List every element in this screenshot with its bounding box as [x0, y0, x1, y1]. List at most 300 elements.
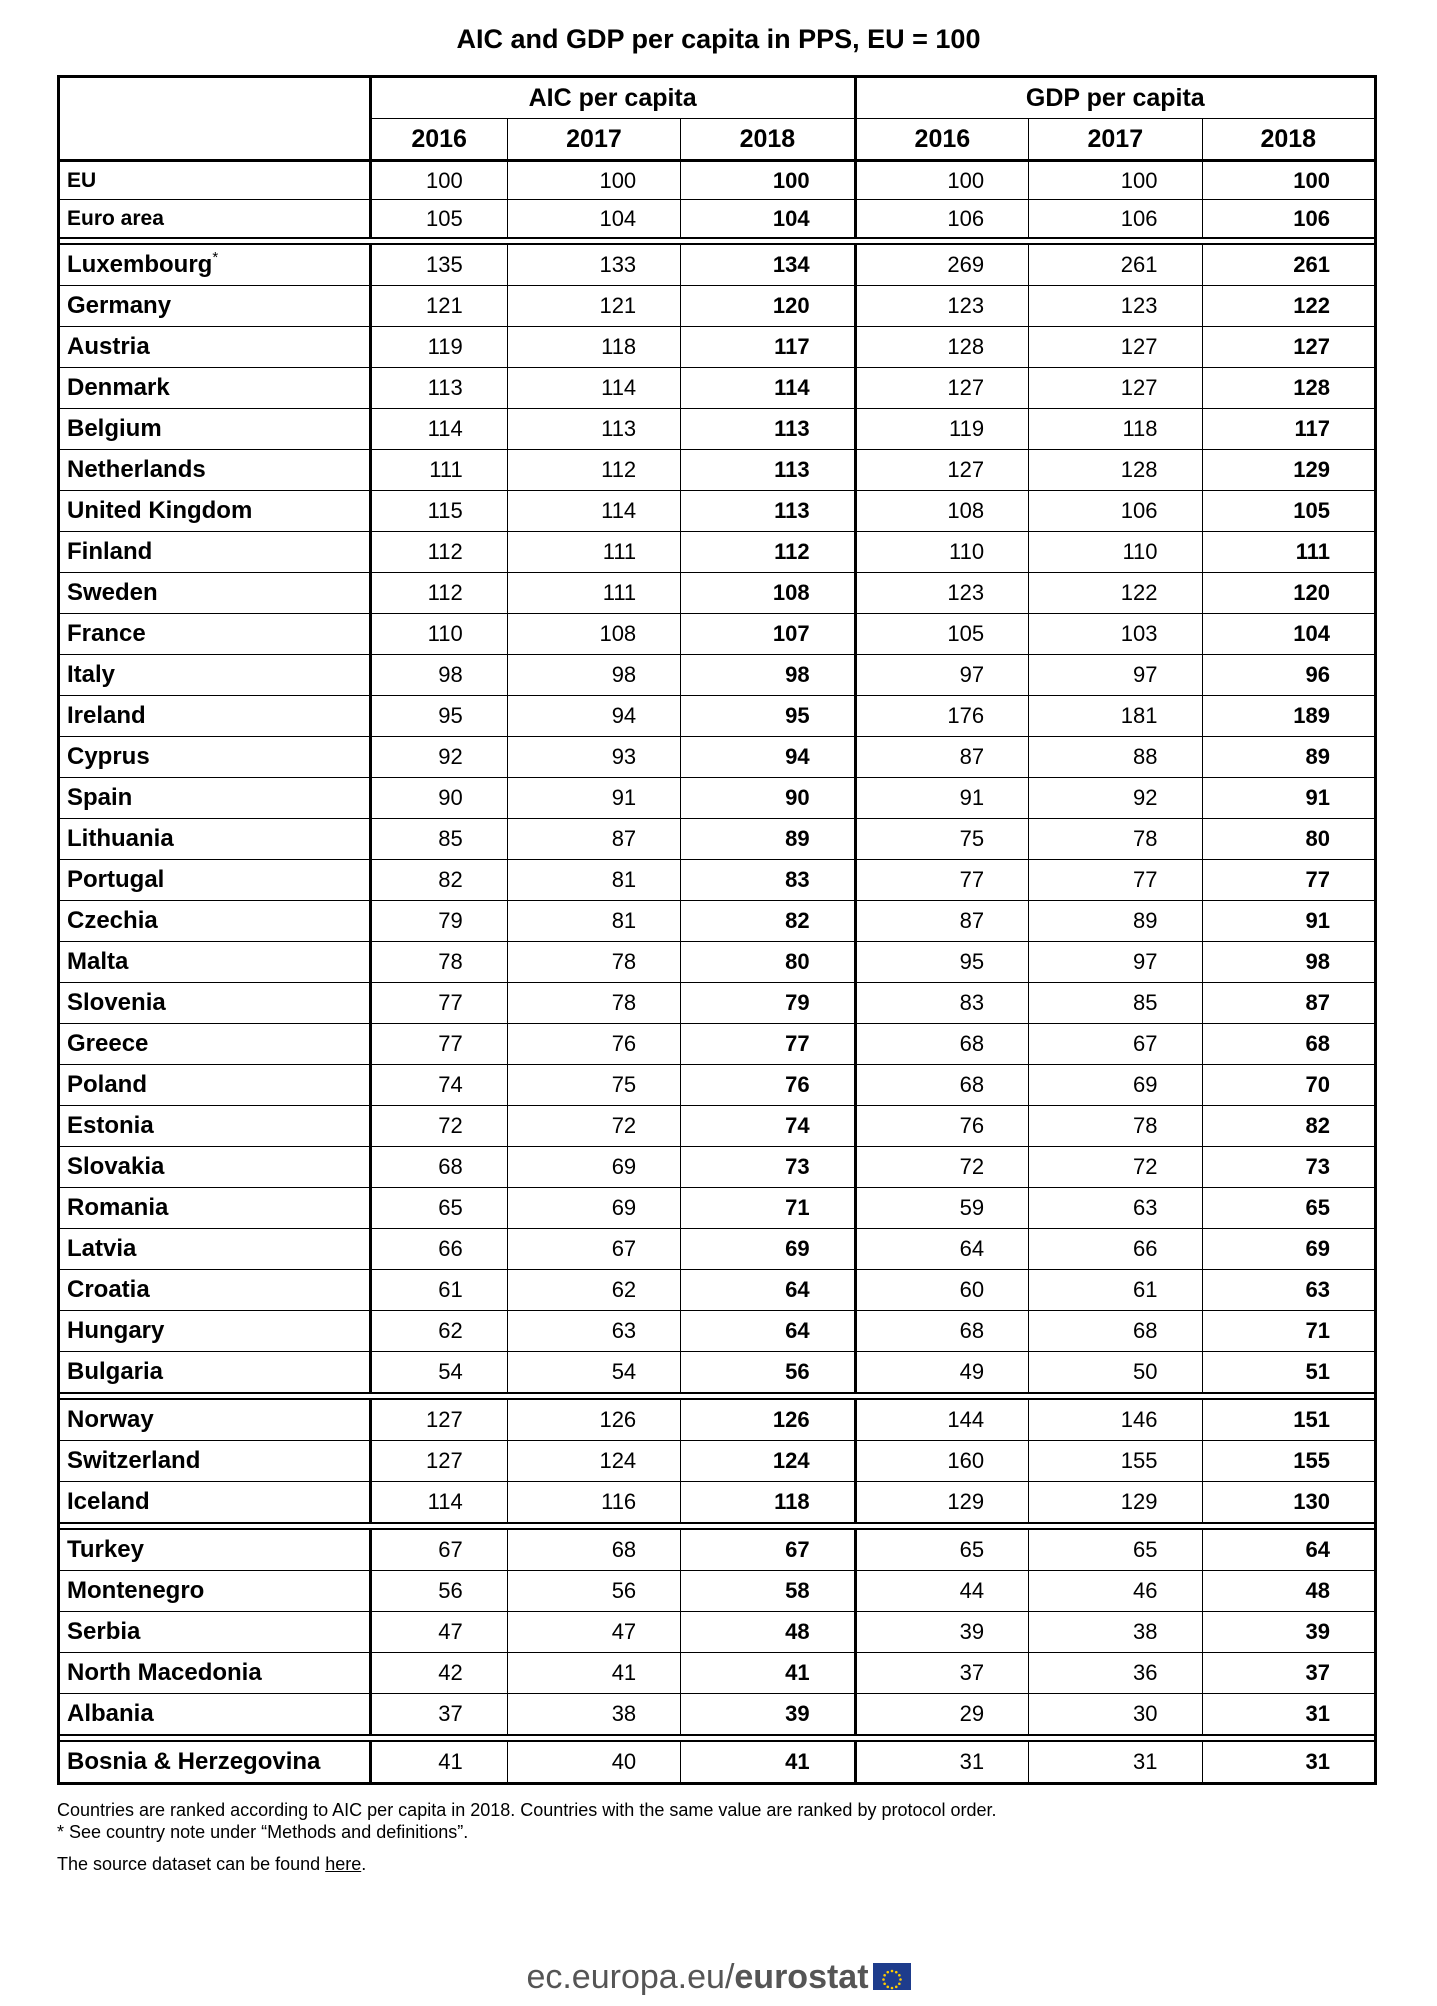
gdp-value-2016: 95: [855, 942, 1028, 983]
aic-value-2018: 124: [681, 1441, 855, 1482]
gdp-value-2016: 127: [855, 368, 1028, 409]
ranking-note: Countries are ranked according to AIC per capita in 2018. Countries with the same value are ranked by protocol order.: [57, 1800, 997, 1820]
header-aic-2017: 2017: [507, 119, 680, 161]
gdp-value-2016: 269: [855, 244, 1028, 286]
eu-flag-star: [890, 1969, 893, 1972]
gdp-value-2017: 66: [1029, 1229, 1202, 1270]
country-name: Portugal: [67, 866, 165, 893]
aic-value-2018: 126: [681, 1399, 855, 1441]
country-name: Serbia: [67, 1618, 141, 1645]
gdp-value-2016: 44: [855, 1571, 1028, 1612]
country-name: Bosnia & Herzegovina: [67, 1748, 321, 1775]
aic-value-2017: 116: [507, 1482, 680, 1524]
aic-value-2017: 38: [507, 1694, 680, 1736]
gdp-value-2018: 48: [1202, 1571, 1375, 1612]
row-label: [59, 1694, 371, 1736]
table-row: [59, 1065, 1376, 1106]
aic-value-2018: 69: [681, 1229, 855, 1270]
row-label: [59, 327, 371, 368]
country-name: Austria: [67, 333, 150, 360]
table-row: [59, 409, 1376, 450]
row-label: [59, 368, 371, 409]
row-label: [59, 1106, 371, 1147]
gdp-value-2018: 104: [1202, 614, 1375, 655]
aic-value-2018: 117: [681, 327, 855, 368]
country-name: France: [67, 620, 146, 647]
row-label: [59, 1352, 371, 1394]
gdp-value-2018: 120: [1202, 573, 1375, 614]
aic-value-2018: 64: [681, 1270, 855, 1311]
aic-value-2018: 80: [681, 942, 855, 983]
aic-value-2017: 69: [507, 1147, 680, 1188]
footer-logo[interactable]: [0, 1958, 1437, 1997]
aic-value-2016: 61: [370, 1270, 507, 1311]
table-row: [59, 737, 1376, 778]
country-name: Croatia: [67, 1276, 150, 1303]
aic-value-2018: 118: [681, 1482, 855, 1524]
gdp-value-2018: 68: [1202, 1024, 1375, 1065]
gdp-value-2016: 106: [855, 200, 1028, 239]
aic-value-2017: 98: [507, 655, 680, 696]
country-name: Norway: [67, 1406, 154, 1433]
aic-value-2017: 118: [507, 327, 680, 368]
gdp-value-2017: 89: [1029, 901, 1202, 942]
gdp-value-2016: 108: [855, 491, 1028, 532]
gdp-value-2017: 155: [1029, 1441, 1202, 1482]
aic-value-2017: 72: [507, 1106, 680, 1147]
aic-value-2016: 119: [370, 327, 507, 368]
gdp-value-2017: 123: [1029, 286, 1202, 327]
aic-value-2018: 83: [681, 860, 855, 901]
row-label: [59, 614, 371, 655]
country-name: Lithuania: [67, 825, 174, 852]
row-label: [59, 1024, 371, 1065]
gdp-value-2018: 96: [1202, 655, 1375, 696]
gdp-value-2017: 31: [1029, 1741, 1202, 1784]
gdp-value-2016: 68: [855, 1311, 1028, 1352]
row-label: [59, 1741, 371, 1784]
gdp-value-2017: 78: [1029, 1106, 1202, 1147]
gdp-value-2016: 87: [855, 901, 1028, 942]
country-name: Italy: [67, 661, 116, 688]
header-gdp-2016: 2016: [855, 119, 1028, 161]
gdp-value-2016: 59: [855, 1188, 1028, 1229]
header-corner: [59, 77, 371, 161]
aic-value-2017: 91: [507, 778, 680, 819]
table-body: [59, 161, 1376, 1784]
aic-value-2016: 41: [370, 1741, 507, 1784]
gdp-value-2016: 123: [855, 573, 1028, 614]
gdp-value-2018: 31: [1202, 1741, 1375, 1784]
aic-value-2017: 100: [507, 161, 680, 200]
gdp-value-2017: 122: [1029, 573, 1202, 614]
row-label: [59, 1653, 371, 1694]
table-row: [59, 1024, 1376, 1065]
aic-value-2016: 113: [370, 368, 507, 409]
aic-value-2016: 42: [370, 1653, 507, 1694]
table-row: [59, 696, 1376, 737]
table-row: [59, 1399, 1376, 1441]
gdp-value-2017: 68: [1029, 1311, 1202, 1352]
row-label: [59, 286, 371, 327]
row-label: [59, 244, 371, 286]
header-aic-group: AIC per capita: [370, 77, 855, 119]
aic-value-2016: 78: [370, 942, 507, 983]
table-row: [59, 901, 1376, 942]
row-label: [59, 655, 371, 696]
aic-value-2016: 74: [370, 1065, 507, 1106]
aic-value-2018: 82: [681, 901, 855, 942]
gdp-value-2017: 106: [1029, 200, 1202, 239]
gdp-value-2016: 31: [855, 1741, 1028, 1784]
table-row: [59, 614, 1376, 655]
source-link[interactable]: here: [325, 1854, 362, 1874]
aic-value-2016: 115: [370, 491, 507, 532]
gdp-value-2018: 82: [1202, 1106, 1375, 1147]
gdp-value-2016: 127: [855, 450, 1028, 491]
aic-value-2017: 114: [507, 491, 680, 532]
aic-value-2017: 67: [507, 1229, 680, 1270]
country-name: Greece: [67, 1030, 149, 1057]
aic-value-2017: 108: [507, 614, 680, 655]
aic-value-2018: 56: [681, 1352, 855, 1394]
aic-value-2016: 114: [370, 1482, 507, 1524]
country-name: North Macedonia: [67, 1659, 262, 1686]
aic-value-2017: 54: [507, 1352, 680, 1394]
aic-value-2016: 68: [370, 1147, 507, 1188]
table-row: [59, 161, 1376, 200]
table-row: [59, 491, 1376, 532]
gdp-value-2016: 39: [855, 1612, 1028, 1653]
header-gdp-2018: 2018: [1202, 119, 1375, 161]
row-label: [59, 778, 371, 819]
gdp-value-2017: 46: [1029, 1571, 1202, 1612]
row-label: [59, 200, 371, 239]
header-aic-2016: 2016: [370, 119, 507, 161]
gdp-value-2017: 72: [1029, 1147, 1202, 1188]
gdp-value-2017: 129: [1029, 1482, 1202, 1524]
gdp-value-2018: 71: [1202, 1311, 1375, 1352]
country-name: Cyprus: [67, 743, 150, 770]
gdp-value-2017: 127: [1029, 327, 1202, 368]
country-name: Poland: [67, 1071, 148, 1098]
gdp-value-2017: 61: [1029, 1270, 1202, 1311]
country-name: Turkey: [67, 1536, 144, 1563]
gdp-value-2018: 31: [1202, 1694, 1375, 1736]
gdp-value-2016: 87: [855, 737, 1028, 778]
aic-value-2016: 112: [370, 573, 507, 614]
table-row: [59, 1529, 1376, 1571]
table-row: [59, 450, 1376, 491]
gdp-value-2018: 98: [1202, 942, 1375, 983]
aic-value-2018: 113: [681, 409, 855, 450]
aic-value-2016: 85: [370, 819, 507, 860]
table-row: [59, 1441, 1376, 1482]
table-row: [59, 1270, 1376, 1311]
gdp-value-2017: 77: [1029, 860, 1202, 901]
row-label: [59, 450, 371, 491]
row-label: [59, 901, 371, 942]
gdp-value-2018: 111: [1202, 532, 1375, 573]
table-title: AIC and GDP per capita in PPS, EU = 100: [456, 24, 981, 54]
aic-value-2018: 71: [681, 1188, 855, 1229]
header-gdp-2017: 2017: [1029, 119, 1202, 161]
aic-value-2017: 63: [507, 1311, 680, 1352]
gdp-value-2016: 97: [855, 655, 1028, 696]
table-row: [59, 1311, 1376, 1352]
gdp-value-2016: 68: [855, 1024, 1028, 1065]
gdp-value-2016: 76: [855, 1106, 1028, 1147]
country-name: Bulgaria: [67, 1358, 164, 1385]
aic-value-2017: 81: [507, 901, 680, 942]
aic-value-2017: 111: [507, 573, 680, 614]
country-name: Finland: [67, 538, 153, 565]
table-row: [59, 778, 1376, 819]
gdp-value-2016: 65: [855, 1529, 1028, 1571]
gdp-value-2018: 117: [1202, 409, 1375, 450]
gdp-value-2017: 103: [1029, 614, 1202, 655]
row-label: [59, 1399, 371, 1441]
table-row: [59, 532, 1376, 573]
row-label: [59, 409, 371, 450]
gdp-value-2016: 176: [855, 696, 1028, 737]
gdp-value-2018: 80: [1202, 819, 1375, 860]
aic-value-2018: 41: [681, 1653, 855, 1694]
row-label: [59, 1571, 371, 1612]
aic-value-2016: 112: [370, 532, 507, 573]
aic-value-2016: 135: [370, 244, 507, 286]
country-name: Ireland: [67, 702, 146, 729]
row-label: [59, 1311, 371, 1352]
row-label: [59, 860, 371, 901]
gdp-value-2017: 92: [1029, 778, 1202, 819]
country-name: Estonia: [67, 1112, 154, 1139]
aic-value-2017: 47: [507, 1612, 680, 1653]
country-name: Netherlands: [67, 456, 206, 483]
aic-value-2017: 124: [507, 1441, 680, 1482]
table-row: [59, 983, 1376, 1024]
aic-value-2016: 98: [370, 655, 507, 696]
gdp-value-2018: 129: [1202, 450, 1375, 491]
gdp-value-2018: 105: [1202, 491, 1375, 532]
aic-value-2017: 93: [507, 737, 680, 778]
aic-value-2018: 79: [681, 983, 855, 1024]
aic-value-2016: 54: [370, 1352, 507, 1394]
eu-flag-star: [886, 1985, 889, 1988]
aic-value-2016: 79: [370, 901, 507, 942]
gdp-value-2016: 160: [855, 1441, 1028, 1482]
country-name: Albania: [67, 1700, 154, 1727]
aic-value-2018: 58: [681, 1571, 855, 1612]
aic-value-2017: 104: [507, 200, 680, 239]
eu-flag-star: [886, 1970, 889, 1973]
aic-value-2017: 40: [507, 1741, 680, 1784]
row-label: [59, 942, 371, 983]
aic-value-2016: 65: [370, 1188, 507, 1229]
gdp-value-2017: 97: [1029, 655, 1202, 696]
aic-value-2017: 113: [507, 409, 680, 450]
gdp-value-2018: 261: [1202, 244, 1375, 286]
table-row: [59, 1571, 1376, 1612]
gdp-value-2017: 110: [1029, 532, 1202, 573]
aic-value-2016: 37: [370, 1694, 507, 1736]
row-label: [59, 491, 371, 532]
gdp-value-2018: 128: [1202, 368, 1375, 409]
gdp-value-2017: 128: [1029, 450, 1202, 491]
aic-value-2017: 78: [507, 983, 680, 1024]
country-name: Denmark: [67, 374, 170, 401]
table-row: [59, 368, 1376, 409]
aic-value-2016: 127: [370, 1441, 507, 1482]
gdp-value-2018: 151: [1202, 1399, 1375, 1441]
gdp-value-2018: 89: [1202, 737, 1375, 778]
aic-value-2017: 62: [507, 1270, 680, 1311]
gdp-value-2016: 91: [855, 778, 1028, 819]
gdp-value-2016: 49: [855, 1352, 1028, 1394]
aic-value-2017: 41: [507, 1653, 680, 1694]
row-label: [59, 161, 371, 200]
gdp-value-2017: 67: [1029, 1024, 1202, 1065]
gdp-value-2018: 37: [1202, 1653, 1375, 1694]
country-name: Sweden: [67, 579, 158, 606]
gdp-value-2018: 70: [1202, 1065, 1375, 1106]
aic-value-2018: 114: [681, 368, 855, 409]
header-aic-2018: 2018: [681, 119, 855, 161]
gdp-value-2018: 73: [1202, 1147, 1375, 1188]
aic-value-2016: 100: [370, 161, 507, 200]
country-name: Slovenia: [67, 989, 166, 1016]
gdp-value-2017: 127: [1029, 368, 1202, 409]
country-name: Romania: [67, 1194, 169, 1221]
country-name: EU: [67, 168, 97, 192]
gdp-value-2016: 75: [855, 819, 1028, 860]
aic-value-2018: 73: [681, 1147, 855, 1188]
table-row: [59, 1653, 1376, 1694]
gdp-value-2016: 129: [855, 1482, 1028, 1524]
table-row: [59, 1106, 1376, 1147]
row-label: [59, 983, 371, 1024]
country-name: Malta: [67, 948, 129, 975]
aic-value-2017: 94: [507, 696, 680, 737]
gdp-value-2017: 50: [1029, 1352, 1202, 1394]
row-label: [59, 573, 371, 614]
gdp-value-2018: 87: [1202, 983, 1375, 1024]
aic-value-2018: 120: [681, 286, 855, 327]
gdp-value-2016: 119: [855, 409, 1028, 450]
gdp-value-2016: 37: [855, 1653, 1028, 1694]
aic-value-2018: 113: [681, 450, 855, 491]
country-name: Luxembourg: [67, 251, 213, 278]
row-label: [59, 1270, 371, 1311]
row-label: [59, 1065, 371, 1106]
aic-value-2016: 72: [370, 1106, 507, 1147]
gdp-value-2018: 189: [1202, 696, 1375, 737]
aic-value-2018: 74: [681, 1106, 855, 1147]
row-label: [59, 1482, 371, 1524]
aic-value-2018: 76: [681, 1065, 855, 1106]
gdp-value-2016: 128: [855, 327, 1028, 368]
table-row: [59, 655, 1376, 696]
aic-value-2018: 64: [681, 1311, 855, 1352]
gdp-value-2016: 105: [855, 614, 1028, 655]
gdp-value-2017: 38: [1029, 1612, 1202, 1653]
row-label: [59, 1612, 371, 1653]
aic-value-2018: 107: [681, 614, 855, 655]
gdp-value-2017: 261: [1029, 244, 1202, 286]
aic-value-2018: 112: [681, 532, 855, 573]
aic-value-2018: 134: [681, 244, 855, 286]
country-name: Euro area: [67, 206, 164, 230]
data-table: [57, 75, 1377, 1785]
gdp-value-2016: 60: [855, 1270, 1028, 1311]
table-row: [59, 327, 1376, 368]
aic-value-2017: 75: [507, 1065, 680, 1106]
row-label: [59, 737, 371, 778]
aic-value-2017: 78: [507, 942, 680, 983]
gdp-value-2017: 85: [1029, 983, 1202, 1024]
table-row: [59, 819, 1376, 860]
gdp-value-2018: 155: [1202, 1441, 1375, 1482]
gdp-value-2018: 91: [1202, 778, 1375, 819]
gdp-value-2016: 100: [855, 161, 1028, 200]
aic-value-2016: 111: [370, 450, 507, 491]
gdp-value-2018: 91: [1202, 901, 1375, 942]
gdp-value-2018: 69: [1202, 1229, 1375, 1270]
eu-flag-star: [898, 1973, 901, 1976]
table-row: [59, 860, 1376, 901]
table-row: [59, 200, 1376, 239]
aic-value-2018: 108: [681, 573, 855, 614]
aic-value-2016: 92: [370, 737, 507, 778]
table-row: [59, 1612, 1376, 1653]
aic-value-2018: 67: [681, 1529, 855, 1571]
aic-value-2018: 77: [681, 1024, 855, 1065]
row-label: [59, 1441, 371, 1482]
gdp-value-2016: 110: [855, 532, 1028, 573]
star-note: * See country note under “Methods and definitions”.: [57, 1822, 469, 1842]
aic-value-2017: 114: [507, 368, 680, 409]
gdp-value-2018: 77: [1202, 860, 1375, 901]
gdp-value-2018: 65: [1202, 1188, 1375, 1229]
footer-brand: eurostat: [734, 1958, 869, 1996]
gdp-value-2018: 106: [1202, 200, 1375, 239]
aic-value-2018: 89: [681, 819, 855, 860]
eu-flag-icon: [873, 1963, 911, 1990]
gdp-value-2017: 36: [1029, 1653, 1202, 1694]
row-label: [59, 819, 371, 860]
aic-value-2017: 68: [507, 1529, 680, 1571]
source-prefix: The source dataset can be found: [57, 1854, 326, 1874]
gdp-value-2016: 144: [855, 1399, 1028, 1441]
gdp-value-2016: 64: [855, 1229, 1028, 1270]
aic-value-2016: 56: [370, 1571, 507, 1612]
aic-value-2016: 67: [370, 1529, 507, 1571]
aic-value-2018: 90: [681, 778, 855, 819]
aic-value-2018: 39: [681, 1694, 855, 1736]
aic-value-2018: 48: [681, 1612, 855, 1653]
aic-value-2018: 94: [681, 737, 855, 778]
row-label: [59, 532, 371, 573]
aic-value-2017: 56: [507, 1571, 680, 1612]
country-name: Czechia: [67, 907, 158, 934]
gdp-value-2018: 63: [1202, 1270, 1375, 1311]
country-name: Montenegro: [67, 1577, 205, 1604]
aic-value-2018: 95: [681, 696, 855, 737]
source-note: [57, 1854, 366, 1875]
row-label: [59, 1529, 371, 1571]
gdp-value-2017: 88: [1029, 737, 1202, 778]
eu-flag-star: [883, 1982, 886, 1985]
